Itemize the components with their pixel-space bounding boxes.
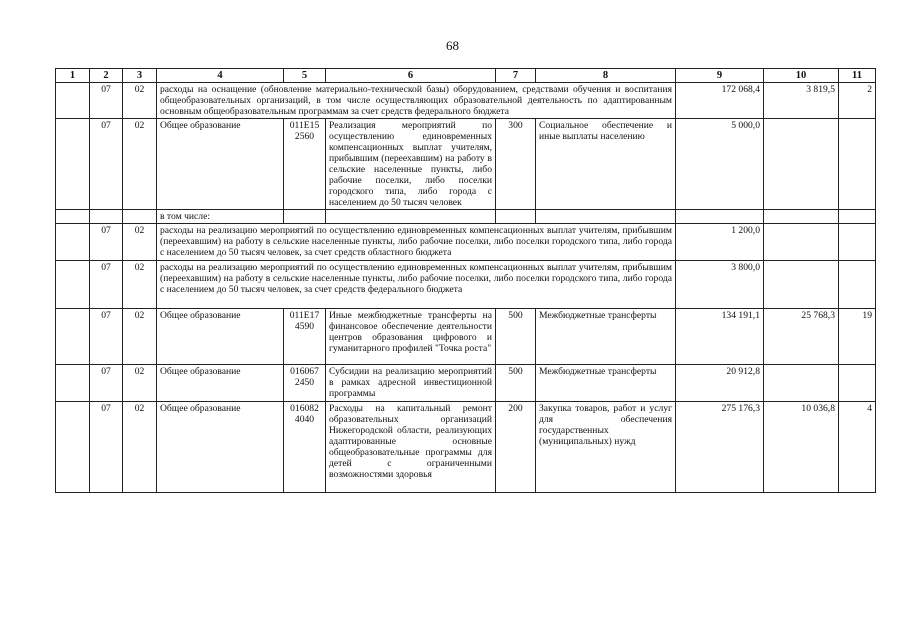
cell-col11 — [839, 261, 876, 309]
cell-section: 07 — [90, 309, 123, 365]
header-cell: 11 — [839, 69, 876, 83]
header-cell: 1 — [56, 69, 90, 83]
page-number: 68 — [446, 38, 459, 53]
header-cell: 4 — [157, 69, 284, 83]
cell-code: 016082 4040 — [284, 402, 326, 493]
cell-type-name: Закупка товаров, работ и услуг для обеспечения государственных (муниципальных) нужд — [536, 402, 676, 493]
table-header-row — [56, 69, 876, 83]
header-cell: 5 — [284, 69, 326, 83]
cell-empty — [56, 83, 90, 119]
cell-empty — [56, 210, 90, 224]
cell-description: Расходы на капитальный ремонт образовательных организаций Нижегородской области, реализующих адаптированные основные общеобразовательные программы для детей с ограниченными возможностями здоровья — [326, 402, 496, 493]
cell-col11 — [839, 119, 876, 210]
cell-section: 07 — [90, 224, 123, 261]
cell-col9: 172 068,4 — [676, 83, 764, 119]
cell-col11 — [839, 365, 876, 402]
cell-col10 — [764, 261, 839, 309]
cell-subsection: 02 — [123, 365, 157, 402]
cell-empty — [764, 210, 839, 224]
table-row — [56, 210, 876, 224]
cell-section: 07 — [90, 402, 123, 493]
cell-type-name: Социальное обеспечение и иные выплаты населению — [536, 119, 676, 210]
cell-subsection: 02 — [123, 309, 157, 365]
cell-subsection: 02 — [123, 83, 157, 119]
cell-section: 07 — [90, 83, 123, 119]
cell-type-code: 200 — [496, 402, 536, 493]
cell-col9: 134 191,1 — [676, 309, 764, 365]
header-cell: 7 — [496, 69, 536, 83]
cell-section: 07 — [90, 365, 123, 402]
cell-name: Общее образование — [157, 365, 284, 402]
table-row — [56, 261, 876, 309]
cell-col9: 1 200,0 — [676, 224, 764, 261]
cell-empty — [90, 210, 123, 224]
cell-subsection: 02 — [123, 119, 157, 210]
cell-description: Иные межбюджетные трансферты на финансовое обеспечение деятельности центров образования цифрового и гуманитарного профилей "Точка роста" — [326, 309, 496, 365]
cell-col11: 19 — [839, 309, 876, 365]
cell-description: Реализация мероприятий по осуществлению единовременных компенсационных выплат учителям, прибывшим (переехавшим) на работу в сельские населенные пункты, либо рабочие поселки, либо поселки городского типа, либо города с населением до 50 тысяч человек — [326, 119, 496, 210]
header-cell: 8 — [536, 69, 676, 83]
cell-empty — [536, 210, 676, 224]
cell-col10 — [764, 365, 839, 402]
table-row — [56, 365, 876, 402]
cell-type-code: 300 — [496, 119, 536, 210]
cell-empty — [496, 210, 536, 224]
cell-col9: 5 000,0 — [676, 119, 764, 210]
cell-name: Общее образование — [157, 119, 284, 210]
header-cell: 3 — [123, 69, 157, 83]
table-row — [56, 119, 876, 210]
cell-subsection: 02 — [123, 261, 157, 309]
cell-col10: 10 036,8 — [764, 402, 839, 493]
cell-code: 016067 2450 — [284, 365, 326, 402]
cell-empty — [56, 402, 90, 493]
cell-col10 — [764, 224, 839, 261]
cell-description: Субсидии на реализацию мероприятий в рамках адресной инвестиционной программы — [326, 365, 496, 402]
cell-subsection: 02 — [123, 224, 157, 261]
cell-empty — [284, 210, 326, 224]
cell-type-code: 500 — [496, 365, 536, 402]
cell-merged-description: расходы на реализацию мероприятий по осуществлению единовременных компенсационных выплат учителям, прибывшим (переехавшим) на работу в сельские населенные пункты, либо рабочие поселки, либо поселки городского типа, либо города с населением до 50 тысяч человек, за счет средств федерального бюджета — [157, 261, 676, 309]
cell-col9: 275 176,3 — [676, 402, 764, 493]
cell-merged-description: расходы на оснащение (обновление материально-технической базы) оборудованием, средствами обучения и воспитания общеобразовательных организаций, в том числе осуществляющих образовательной деятельность по адаптированным основным общеобразовательным программам за счет средств федерального бюджета — [157, 83, 676, 119]
cell-code: 011Е17 4590 — [284, 309, 326, 365]
cell-col9: 20 912,8 — [676, 365, 764, 402]
cell-subsection: 02 — [123, 402, 157, 493]
cell-type-name: Межбюджетные трансферты — [536, 309, 676, 365]
cell-name: в том числе: — [157, 210, 284, 224]
cell-col10 — [764, 119, 839, 210]
table-row — [56, 83, 876, 119]
cell-empty — [123, 210, 157, 224]
cell-col10: 3 819,5 — [764, 83, 839, 119]
cell-type-name: Межбюджетные трансферты — [536, 365, 676, 402]
cell-code: 011Е15 2560 — [284, 119, 326, 210]
header-cell: 6 — [326, 69, 496, 83]
table-row — [56, 309, 876, 365]
cell-empty — [676, 210, 764, 224]
cell-empty — [56, 224, 90, 261]
cell-empty — [326, 210, 496, 224]
cell-col11: 2 — [839, 83, 876, 119]
cell-empty — [56, 365, 90, 402]
cell-empty — [839, 210, 876, 224]
cell-type-code: 500 — [496, 309, 536, 365]
cell-empty — [56, 119, 90, 210]
cell-empty — [56, 309, 90, 365]
cell-section: 07 — [90, 261, 123, 309]
table-row — [56, 224, 876, 261]
cell-merged-description: расходы на реализацию мероприятий по осуществлению единовременных компенсационных выплат учителям, прибывшим (переехавшим) на работу в сельские населенные пункты, либо рабочие поселки, либо поселки городского типа, либо города с населением до 50 тысяч человек, за счет средств областного бюджета — [157, 224, 676, 261]
header-cell: 9 — [676, 69, 764, 83]
table-row — [56, 402, 876, 493]
cell-section: 07 — [90, 119, 123, 210]
header-cell: 2 — [90, 69, 123, 83]
cell-col10: 25 768,3 — [764, 309, 839, 365]
header-cell: 10 — [764, 69, 839, 83]
cell-empty — [56, 261, 90, 309]
cell-name: Общее образование — [157, 309, 284, 365]
cell-col11: 4 — [839, 402, 876, 493]
cell-col9: 3 800,0 — [676, 261, 764, 309]
budget-table — [55, 68, 876, 493]
cell-col11 — [839, 224, 876, 261]
cell-name: Общее образование — [157, 402, 284, 493]
